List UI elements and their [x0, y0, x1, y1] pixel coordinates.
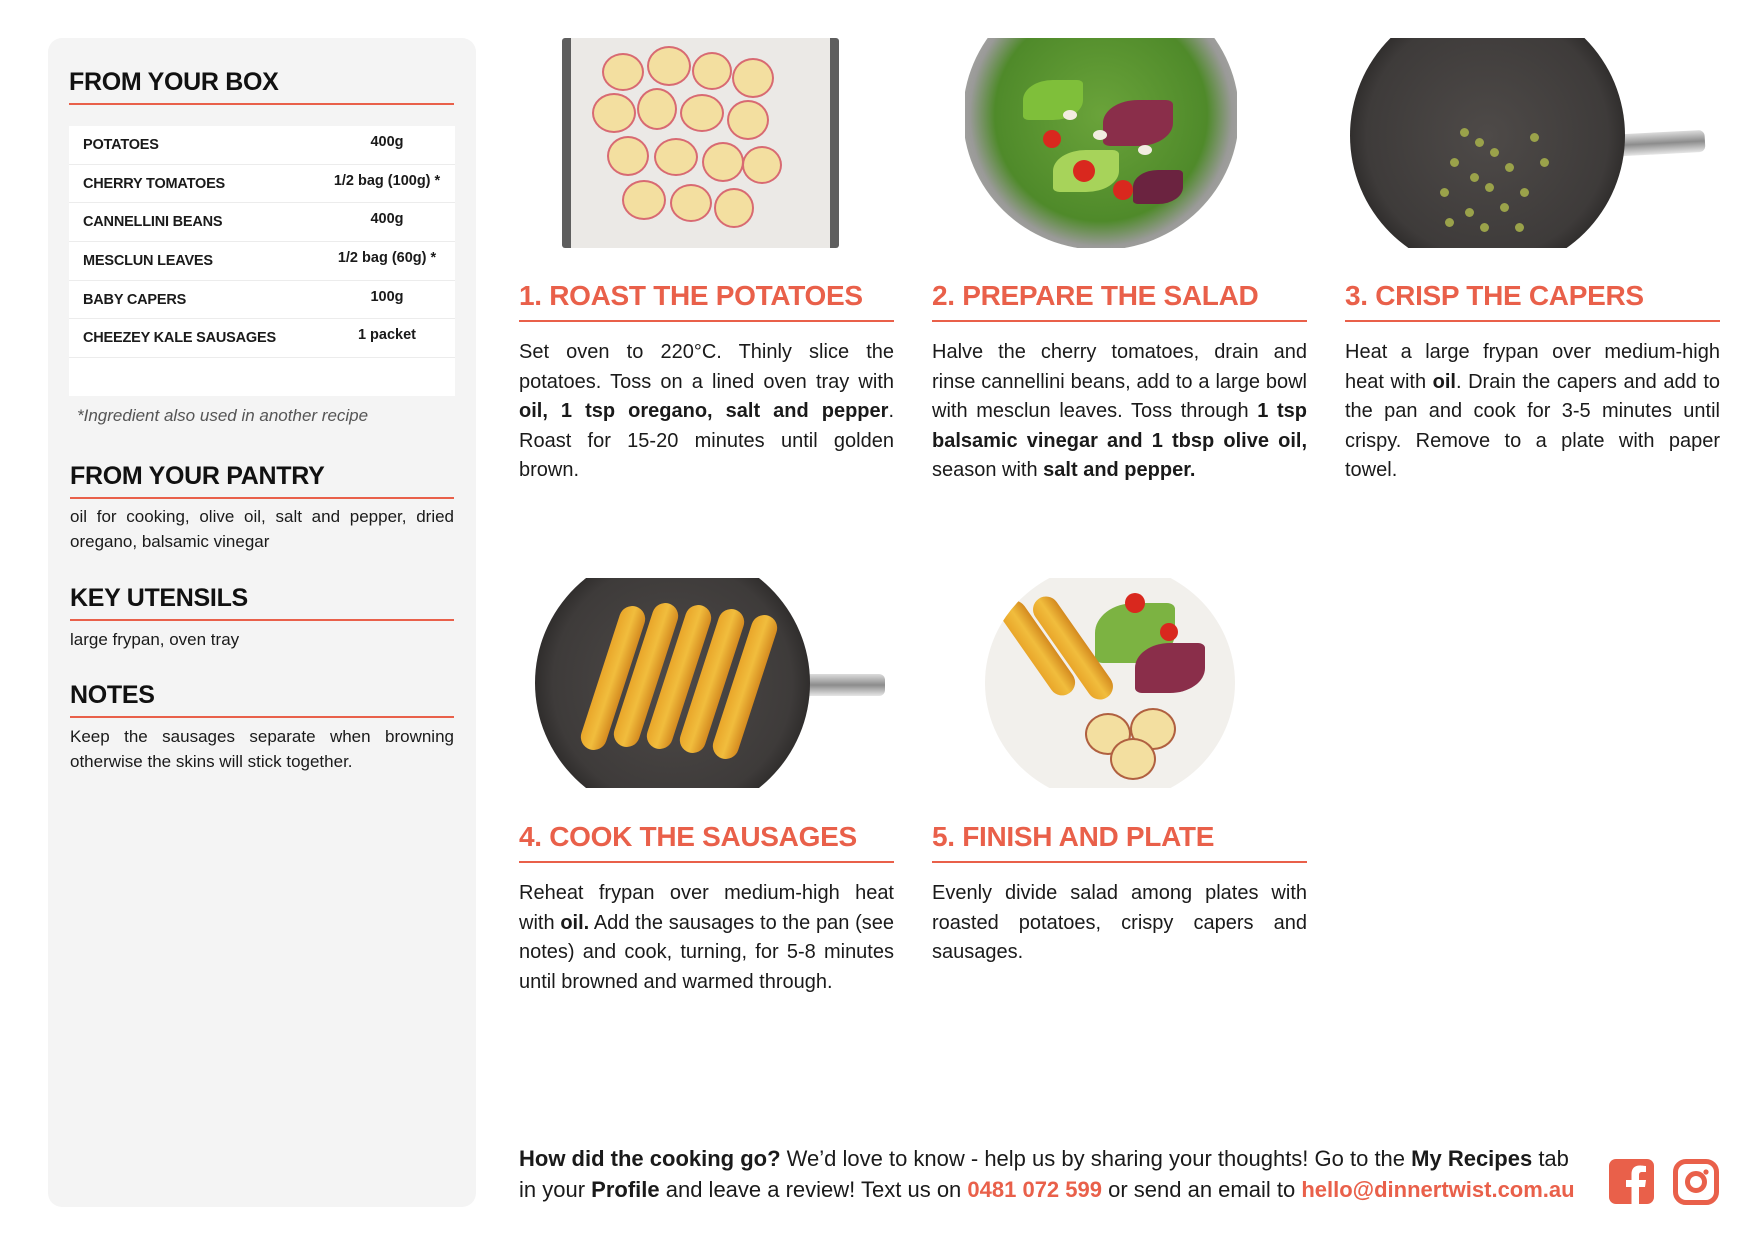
- ingredient-row: [69, 203, 455, 242]
- ingredient-name: BABY CAPERS: [83, 291, 187, 308]
- ingredient-name: CHERRY TOMATOES: [83, 175, 226, 192]
- ingredient-row: [69, 165, 455, 204]
- potato-slice: [607, 136, 649, 176]
- cannellini-bean: [1093, 130, 1107, 140]
- ingredient-qty: 1 packet: [357, 327, 417, 344]
- step-2-text: Halve the cherry tomatoes, drain and rinse cannellini beans, add to a large bowl with mesclun leaves. Toss through 1 tsp balsamic vinegar and 1 tbsp olive oil, season with salt and pepper.: [932, 341, 1307, 481]
- potato-slice: [670, 184, 712, 222]
- ingredient-row: [69, 126, 455, 165]
- key-utensils-heading: KEY UTENSILS: [70, 584, 454, 621]
- cannellini-bean: [1138, 145, 1152, 155]
- ingredient-qty: 400g: [370, 211, 404, 228]
- roast-potatoes-photo: [562, 38, 839, 248]
- caper: [1500, 203, 1509, 212]
- facebook-icon[interactable]: [1609, 1159, 1654, 1204]
- potato-slice: [680, 94, 724, 132]
- salad-bowl: [965, 38, 1237, 248]
- caper: [1440, 188, 1449, 197]
- caper: [1445, 218, 1454, 227]
- caper: [1540, 158, 1549, 167]
- step-1-title: 1. ROAST THE POTATOES: [519, 280, 894, 322]
- caper: [1465, 208, 1474, 217]
- potato-slice: [1110, 738, 1156, 780]
- ingredients-table: [69, 126, 455, 396]
- notes-heading: NOTES: [70, 681, 454, 718]
- ingredient-row: [69, 319, 455, 358]
- ingredient-name: POTATOES: [83, 136, 159, 153]
- cherry-tomato: [1043, 130, 1061, 148]
- ingredient-qty: 100g: [370, 288, 404, 305]
- step-5-text: Evenly divide salad among plates with roasted potatoes, crispy capers and sausages.: [932, 882, 1307, 963]
- feedback-footer: How did the cooking go? We’d love to know - help us by sharing your thoughts! Go to the My Recipes tab in your Profile and leave a review! Text us on 0481 072 599 or send an email to hello@dinnertwist.com.au: [519, 1146, 1575, 1202]
- caper: [1480, 223, 1489, 232]
- potato-slice: [637, 88, 677, 130]
- potato-slice: [727, 100, 769, 140]
- frypan: [1350, 38, 1625, 248]
- cherry-tomato: [1113, 180, 1133, 200]
- from-your-pantry-heading: FROM YOUR PANTRY: [70, 462, 454, 499]
- potato-slice: [702, 142, 744, 182]
- potato-slice: [592, 93, 636, 133]
- email-link[interactable]: hello@dinnertwist.com.au: [1301, 1177, 1575, 1202]
- caper: [1505, 163, 1514, 172]
- step-4-title: 4. COOK THE SAUSAGES: [519, 821, 894, 863]
- dinner-plate: [985, 578, 1235, 788]
- instagram-icon[interactable]: [1673, 1159, 1719, 1205]
- step-1-text: Set oven to 220°C. Thinly slice the potatoes. Toss on a lined oven tray with oil, 1 tsp oregano, salt and pepper. Roast for 15-20 minutes until golden brown.: [519, 341, 894, 481]
- caper: [1490, 148, 1499, 157]
- potato-slice: [622, 180, 666, 220]
- step-5-title: 5. FINISH AND PLATE: [932, 821, 1307, 863]
- potato-slice: [732, 58, 774, 98]
- cherry-tomato: [1125, 593, 1145, 613]
- step-4-text: Reheat frypan over medium-high heat with oil. Add the sausages to the pan (see notes) and cook, turning, for 5-8 minutes until browned and warmed through.: [519, 882, 895, 993]
- cherry-tomato: [1073, 160, 1095, 182]
- lettuce-leaf: [1103, 100, 1173, 146]
- potato-slice: [647, 46, 691, 86]
- caper: [1475, 138, 1484, 147]
- caper: [1520, 188, 1529, 197]
- lettuce-leaf: [1133, 170, 1183, 204]
- salad-bowl-photo: [965, 38, 1237, 248]
- potato-slice: [714, 188, 754, 228]
- potato-slice: [602, 53, 644, 91]
- caper: [1485, 183, 1494, 192]
- from-your-box-heading: FROM YOUR BOX: [69, 68, 454, 105]
- step-3-text: Heat a large frypan over medium-high heat with oil. Drain the capers and add to the pan and cook for 3-5 minutes until crispy. Remove to a plate with paper towel.: [1345, 341, 1720, 481]
- caper: [1515, 223, 1524, 232]
- cherry-tomato: [1160, 623, 1178, 641]
- ingredients-sidebar: [48, 38, 476, 1207]
- caper: [1530, 133, 1539, 142]
- ingredient-name: CHEEZEY KALE SAUSAGES: [83, 330, 276, 347]
- utensils-text: large frypan, oven tray: [70, 630, 240, 649]
- shared-ingredient-note: *Ingredient also used in another recipe: [77, 406, 369, 425]
- phone-number-link[interactable]: 0481 072 599: [967, 1177, 1102, 1202]
- step-2-title: 2. PREPARE THE SALAD: [932, 280, 1307, 322]
- caper: [1450, 158, 1459, 167]
- step-3-title: 3. CRISP THE CAPERS: [1345, 280, 1720, 322]
- cannellini-bean: [1063, 110, 1077, 120]
- caper: [1460, 128, 1469, 137]
- sausages-pan-photo: [535, 578, 885, 788]
- ingredient-qty: 1/2 bag (100g) *: [333, 172, 441, 189]
- capers-pan-photo: [1340, 38, 1710, 248]
- plated-meal-photo: [985, 578, 1235, 788]
- notes-text: Keep the sausages separate when browning otherwise the skins will stick together.: [70, 727, 454, 771]
- potato-slice: [654, 138, 698, 176]
- ingredient-name: MESCLUN LEAVES: [83, 252, 213, 269]
- ingredient-qty: 400g: [370, 133, 404, 150]
- ingredient-name: CANNELLINI BEANS: [83, 214, 223, 231]
- pantry-text: oil for cooking, olive oil, salt and pepper, dried oregano, balsamic vinegar: [70, 507, 454, 551]
- caper: [1470, 173, 1479, 182]
- potato-slice: [742, 146, 782, 184]
- ingredient-row: [69, 281, 455, 320]
- salad-leaves: [1135, 643, 1205, 693]
- potato-slice: [692, 52, 732, 90]
- ingredient-qty: 1/2 bag (60g) *: [337, 249, 437, 266]
- ingredient-row: [69, 242, 455, 281]
